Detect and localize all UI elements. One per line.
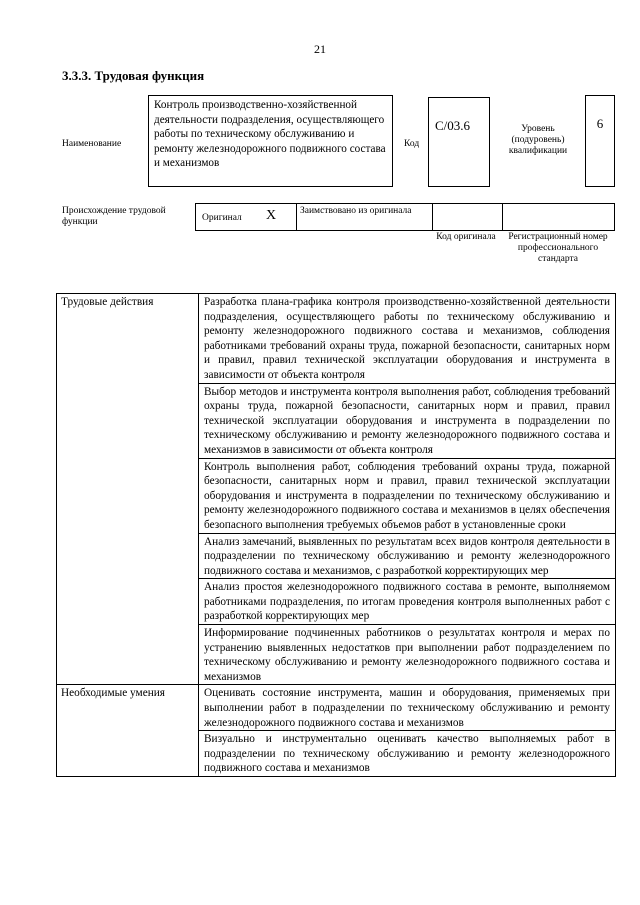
function-table [56, 293, 616, 777]
skill-item: Оценивать состояние инструмента, машин и оборудования, применяемых при выполнении работ в подразделении по техническому обслуживанию и ремонту железнодорожного подвижного состава и механизмов [199, 685, 616, 731]
reg-caption: Регистрационный номер профессионального стандарта [508, 232, 608, 264]
table-row [57, 685, 616, 731]
action-item: Разработка плана-графика контроля производственно-хозяйственной деятельности подразделения, осуществляющего работы по техническому обслуживанию и ремонту железнодорожного подвижного состава и механизмов, соблюдения работниками требований охраны труда, пожарной безопасности, санитарных норм и правил, правил технической эксплуатации оборудования и инструмента в зависимости от объекта контроля [199, 294, 616, 384]
divider [502, 204, 503, 230]
group-label-skills: Необходимые умения [57, 685, 199, 777]
code-label: Код [404, 139, 420, 149]
action-item: Выбор методов и инструмента контроля выполнения работ, соблюдения требований охраны труда, пожарной безопасности, санитарных норм и правил, правил технической эксплуатации оборудования и инструмента в подразделении по техническому обслуживанию и ремонту железнодорожного подвижного состава и механизмов в зависимости от объекта контроля [199, 383, 616, 458]
origin-row [195, 203, 615, 231]
page-number: 21 [314, 42, 326, 56]
name-label: Наименование [62, 139, 122, 149]
divider [432, 204, 433, 230]
action-item: Информирование подчиненных работников о результатах контроля и мерах по устранению выявленных недостатков при выполнении работ подразделением по техническому обслуживанию и ремонту железнодорожного подвижного состава и механизмов [199, 625, 616, 685]
original-label: Оригинал [202, 213, 242, 223]
original-mark: X [266, 208, 277, 223]
level-value: 6 [585, 95, 615, 187]
level-label: Уровень (подуровень) квалификации [508, 124, 568, 156]
action-item: Контроль выполнения работ, соблюдения требований охраны труда, пожарной безопасности, санитарных норм и правил, правил технической эксплуатации оборудования и инструмента в подразделении по техническому обслуживанию и ремонту железнодорожного подвижного состава и механизмов в целях обеспечения безопасного выполнения требуемых объемов работ в установленные сроки [199, 458, 616, 533]
table-row [57, 294, 616, 384]
code-value: C/03.6 [428, 97, 490, 187]
function-name-box: Контроль производственно-хозяйственной деятельности подразделения, осуществляющего работы по техническому обслуживанию и ремонту железнодорожного подвижного состава и механизмов [148, 95, 393, 187]
group-label-actions: Трудовые действия [57, 294, 199, 685]
action-item: Анализ простоя железнодорожного подвижного состава в ремонте, выполняемом работниками подразделения, по итогам проведения контроля выполненных работ с разработкой корректирующих мер [199, 579, 616, 625]
code-caption: Код оригинала [436, 232, 496, 242]
borrowed-label: Заимствовано из оригинала [300, 206, 412, 216]
origin-label: Происхождение трудовой функции [62, 206, 166, 227]
action-item: Анализ замечаний, выявленных по результатам всех видов контроля деятельности в подразделении по техническому обслуживанию и ремонту железнодорожного подвижного состава и механизмов, с разработкой корректирующих мер [199, 533, 616, 579]
section-title: 3.3.3. Трудовая функция [62, 68, 205, 83]
skill-item: Визуально и инструментально оценивать качество выполняемых работ в подразделении по техническому обслуживанию и ремонту железнодорожного подвижного состава и механизмов [199, 731, 616, 777]
divider [296, 204, 297, 230]
